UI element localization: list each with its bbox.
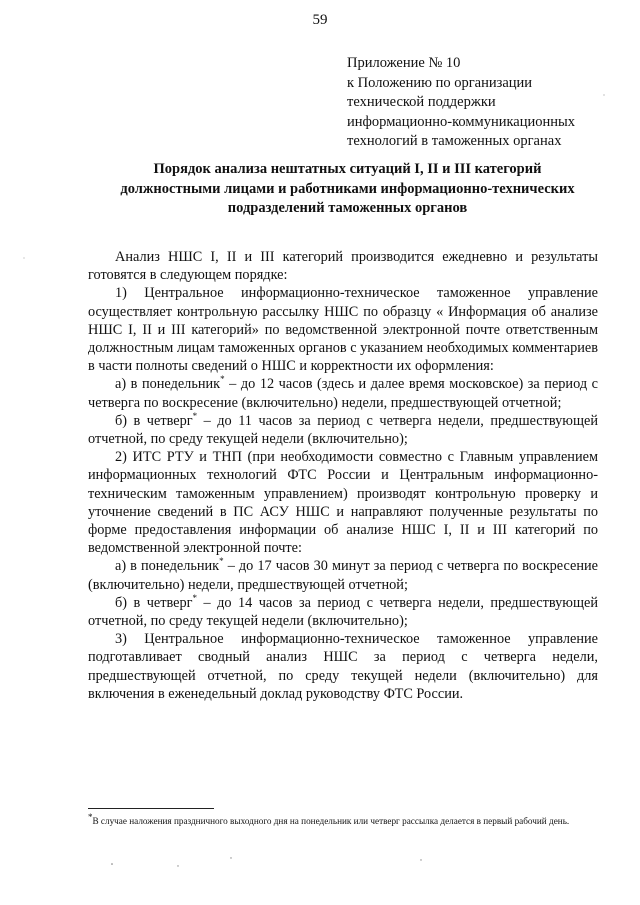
- title-line: должностными лицами и работниками информационно-технических: [120, 180, 575, 197]
- item-1-paragraph: 1) Центральное информационно-техническое таможенное управление осуществляет контрольную рассылку НШС по образцу « Информация об анализе НШС I, II и III категорий» по ведомственной электронной почте ответственным должностным лицам таможенных органов с указанием необходимых комментариев в части полноты сведений о НШС и корректности их оформления:: [88, 285, 598, 375]
- item-1b-text: – до 11 часов за период с четверга недели, предшествующей отчетной, по среду текущей недели (включительно);: [88, 412, 598, 448]
- item-2-paragraph: 2) ИТС РТУ и ТНП (при необходимости совместно с Главным управлением информационных технологий ФТС России и Центральным информационно-техническим таможенным управлением) производят контрольную проверку и уточнение сведений в ПС АСУ НШС и направляют полученные результаты по форме предоставления информации об анализе НШС I, II и III категорий по ведомственной электронной почте:: [88, 449, 598, 557]
- item-2a-text: – до 17 часов 30 минут за период с четверга по воскресение (включительно) недели, предшествующей отчетной;: [88, 558, 598, 593]
- footnote-reference: *: [192, 593, 198, 604]
- annex-line: информационно-коммуникационных: [347, 113, 576, 130]
- footnote-text: В случае наложения праздничного выходного дня на понедельник или четверг рассылка делается в первый рабочий день.: [92, 816, 570, 826]
- footnote-reference: *: [192, 411, 198, 422]
- item-2b-lead: б) в четверг: [115, 594, 193, 611]
- footnote-reference: *: [220, 374, 225, 385]
- footnote-mark: *: [88, 811, 93, 822]
- item-2a-lead: а) в понедельник: [115, 558, 220, 575]
- footnote-reference: *: [219, 556, 224, 567]
- title-line: подразделений таможенных органов: [227, 200, 468, 216]
- title-line: Порядок анализа нештатных ситуаций I, II и III категорий: [153, 161, 542, 177]
- item-2b-text: – до 14 часов за период с четверга недели, предшествующей отчетной, по среду текущей недели (включительно);: [88, 594, 598, 630]
- item-1b-lead: б) в четверг: [115, 412, 193, 429]
- item-3-paragraph: 3) Центральное информационно-техническое таможенное управление подготавливает сводный анализ НШС за период с четверга недели, предшествующей отчетной, по среду текущей недели (включительно) для включения в еженедельный доклад руководству ФТС России.: [88, 631, 598, 702]
- page-number: 59: [312, 12, 328, 28]
- item-1a-text: – до 12 часов (здесь и далее время московское) за период с четверга по воскресение (включительно) недели, предшествующей отчетной;: [88, 376, 598, 411]
- annex-line: технической поддержки: [347, 94, 496, 110]
- intro-paragraph: Анализ НШС I, II и III категорий производится ежедневно и результаты готовятся в следующем порядке:: [88, 249, 598, 284]
- annex-line: Приложение № 10: [347, 55, 461, 71]
- annex-line: технологий в таможенных органах: [347, 133, 562, 149]
- item-1a-lead: а) в понедельник: [115, 376, 221, 393]
- annex-line: к Положению по организации: [347, 74, 533, 91]
